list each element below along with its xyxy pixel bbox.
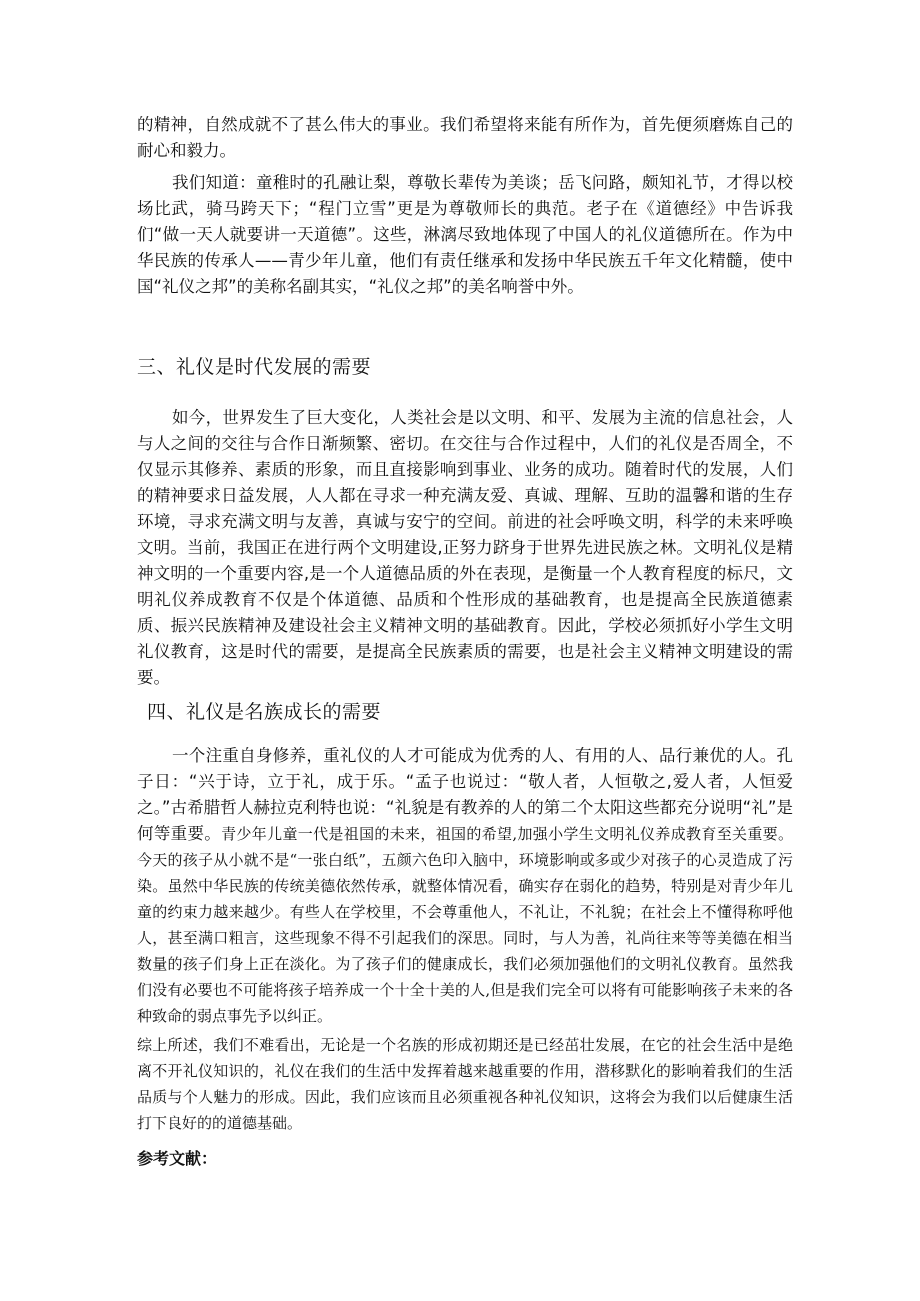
paragraph-section-3: 如今，世界发生了巨大变化，人类社会是以文明、和平、发展为主流的信息社会，人与人之间的交往与合作日渐频繁、密切。在交往与合作过程中，人们的礼仪是否周全，不仅显示其修养、素质的形象，而且直接影响到事业、业务的成功。随着时代的发展，人们的精神要求日益发展，人人都在寻求一种充满友爱、真诚、理解、互助的温馨和谐的生存环境，寻求充满文明与友善，真诚与安宁的空间。前进的社会呼唤文明，科学的未来呼唤文明。当前，我国正在进行两个文明建设,正努力跻身于世界先进民族之林。文明礼仪是精神文明的一个重要内容,是一个人道德品质的外在表现，是衡量一个人教育程度的标尺，文明礼仪养成教育不仅是个体道德、品质和个性形成的基础教育，也是提高全民族道德素质、振兴民族精神及建设社会主义精神文明的基础教育。因此，学校必须抓好小学生文明礼仪教育，这是时代的需要，是提高全民族素质的需要，也是社会主义精神文明建设的需要。 <box>137 408 793 687</box>
heading-section-3: 三、礼仪是时代发展的需要 <box>137 356 372 378</box>
references-label: 参考文献： <box>137 1149 218 1168</box>
paragraph-section-4-quotes: 一个注重自身修养，重礼仪的人才可能成为优秀的人、有用的人、品行兼优的人。孔子日：“兴于诗，立于礼，成于乐。“孟子也说过：“敬人者，人恒敬之,爱人者，人恒爱之。”古希腊哲人赫拉克利特也说：“礼貌是有教养的人的第二个太阳这些都充分说明“礼”是何等重要。 <box>137 746 793 843</box>
paragraph-intro-end: 的精神，自然成就不了甚么伟大的事业。我们希望将来能有所作为，首先便须磨炼自己的耐心和毅力。 <box>137 115 793 160</box>
heading-section-4: 四、礼仪是名族成长的需要 <box>147 701 382 723</box>
paragraph-section-4 <box>137 743 793 1029</box>
paragraph-section-4-discussion: 青少年儿童一代是祖国的未来，祖国的希望,加强小学生文明礼仪养成教育至关重要。今天的孩子从小就不是“一张白纸”，五颜六色印入脑中，环境影响或多或少对孩子的心灵造成了污染。虽然中华民族的传统美德依然传承，就整体情况看，确实存在弱化的趋势，特别是对青少年儿童的约束力越来越少。有些人在学校里，不会尊重他人，不礼让，不礼貌；在社会上不懂得称呼他人，甚至满口粗言，这些现象不得不引起我们的深思。同时，与人为善，礼尚往来等等美德在相当数量的孩子们身上正在淡化。为了孩子们的健康成长，我们必须加强他们的文明礼仪教育。虽然我们没有必要也不可能将孩子培养成一个十全十美的人,但是我们完全可以将有可能影响孩子未来的各种致命的弱点事先予以纠正。 <box>137 825 793 1025</box>
paragraph-history: 我们知道：童稚时的孔融让梨，尊敬长辈传为美谈；岳飞问路，颇知礼节，才得以校场比武，骑马跨天下；“程门立雪”更是为尊敬师长的典范。老子在《道德经》中告诉我们“做一天人就要讲一天道德”。这些，淋漓尽致地体现了中国人的礼仪道德所在。作为中华民族的传承人——青少年儿童，他们有责任继承和发扬中华民族五千年文化精髓，使中国“礼仪之邦”的美称名副其实，“礼仪之邦”的美名响誉中外。 <box>137 173 793 296</box>
paragraph-conclusion: 综上所述，我们不难看出，无论是一个名族的形成初期还是已经茁壮发展，在它的社会生活中是绝离不开礼仪知识的，礼仪在我们的生活中发挥着越来越重要的作用，潜移默化的影响着我们的生活品质与个人魅力的形成。因此，我们应该而且必须重视各种礼仪知识，这将会为我们以后健康生活打下良好的的道德基础。 <box>137 1036 793 1132</box>
